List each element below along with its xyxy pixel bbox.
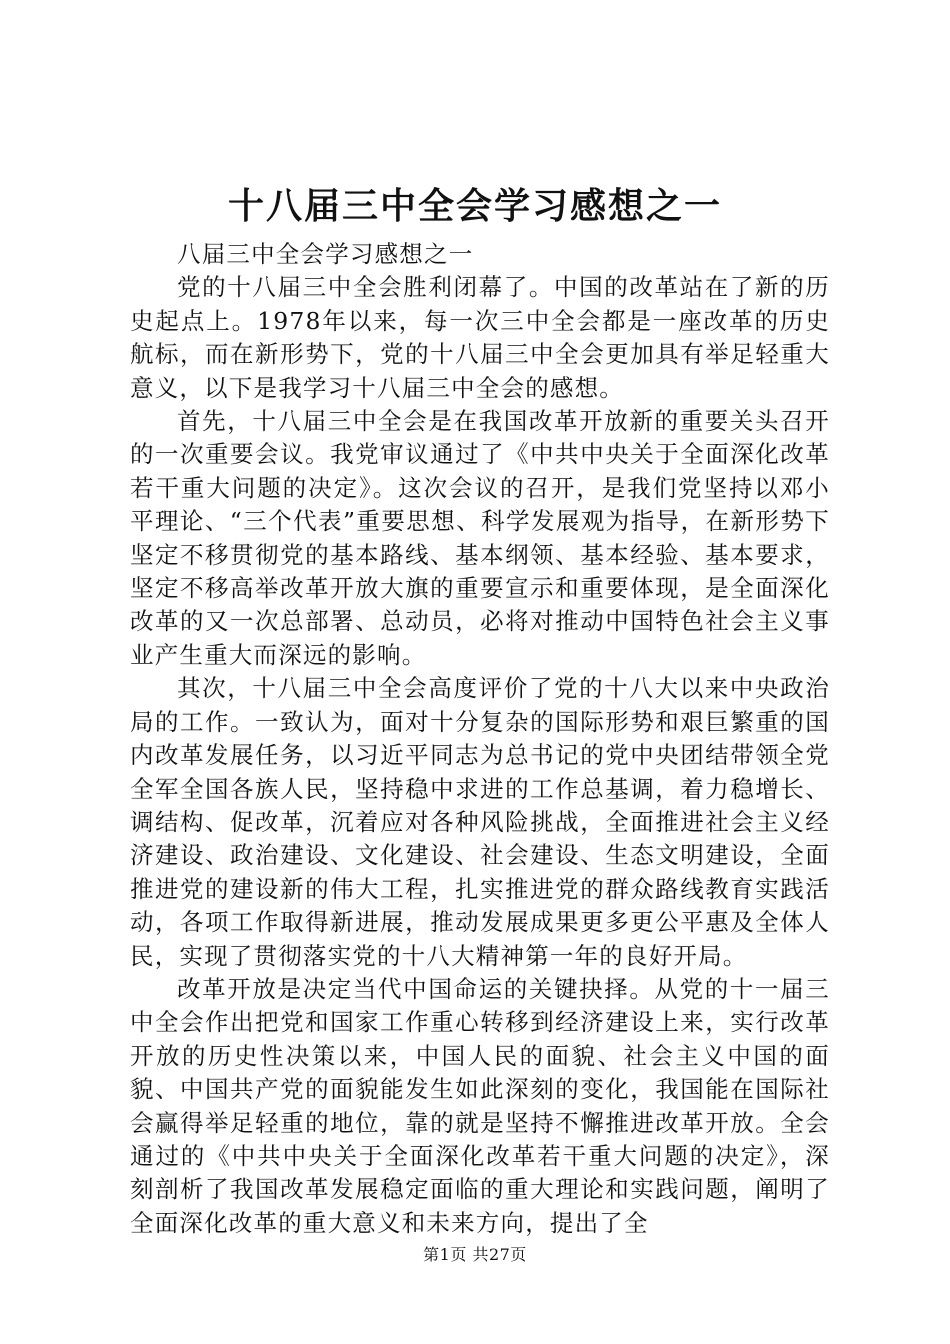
paragraph-first-point: 首先，十八届三中全会是在我国改革开放新的重要关头召开的一次重要会议。我党审议通过了《中共中央关于全面深化改革若干重大问题的决定》。这次会议的召开，是我们党坚持以邓小平理论、“三个代表”重要思想、科学发展观为指导，在新形势下坚定不移贯彻党的基本路线、基本纲领、基本经验、基本要求，坚定不移高举改革开放大旗的重要宣示和重要体现，是全面深化改革的又一次总部署、总动员，必将对推动中国特色社会主义事业产生重大而深远的影响。 — [130, 407, 830, 669]
document-body — [130, 238, 830, 1240]
paragraph-second-point: 其次，十八届三中全会高度评价了党的十八大以来中央政治局的工作。一致认为，面对十分复杂的国际形势和艰巨繁重的国内改革发展任务，以习近平同志为总书记的党中央团结带领全党全军全国各族人民，坚持稳中求进的工作总基调，着力稳增长、调结构、促改革，沉着应对各种风险挑战，全面推进社会主义经济建设、政治建设、文化建设、社会建设、生态文明建设，全面推进党的建设新的伟大工程，扎实推进党的群众路线教育实践活动，各项工作取得新进展，推动发展成果更多更公平惠及全体人民，实现了贯彻落实党的十八大精神第一年的良好开局。 — [130, 674, 830, 970]
page-number-footer: 第1页 共27页 — [423, 1245, 527, 1264]
paragraph-subtitle: 八届三中全会学习感想之一 — [177, 240, 474, 268]
document-title: 十八届三中全会学习感想之一 — [227, 185, 722, 227]
paragraph-reform-opening: 改革开放是决定当代中国命运的关键抉择。从党的十一届三中全会作出把党和国家工作重心转移到经济建设上来，实行改革开放的历史性决策以来，中国人民的面貌、社会主义中国的面貌、中国共产党的面貌能发生如此深刻的变化，我国能在国际社会赢得举足轻重的地位，靠的就是坚持不懈推进改革开放。全会通过的《中共中央关于全面深化改革若干重大问题的决定》，深刻剖析了我国改革发展稳定面临的重大理论和实践问题，阐明了全面深化改革的重大意义和未来方向，提出了全 — [130, 974, 830, 1237]
paragraph-intro: 党的十八届三中全会胜利闭幕了。中国的改革站在了新的历史起点上。1978年以来，每一次三中全会都是一座改革的历史航标，而在新形势下，党的十八届三中全会更加具有举足轻重大意义，以下是我学习十八届三中全会的感想。 — [130, 273, 830, 402]
